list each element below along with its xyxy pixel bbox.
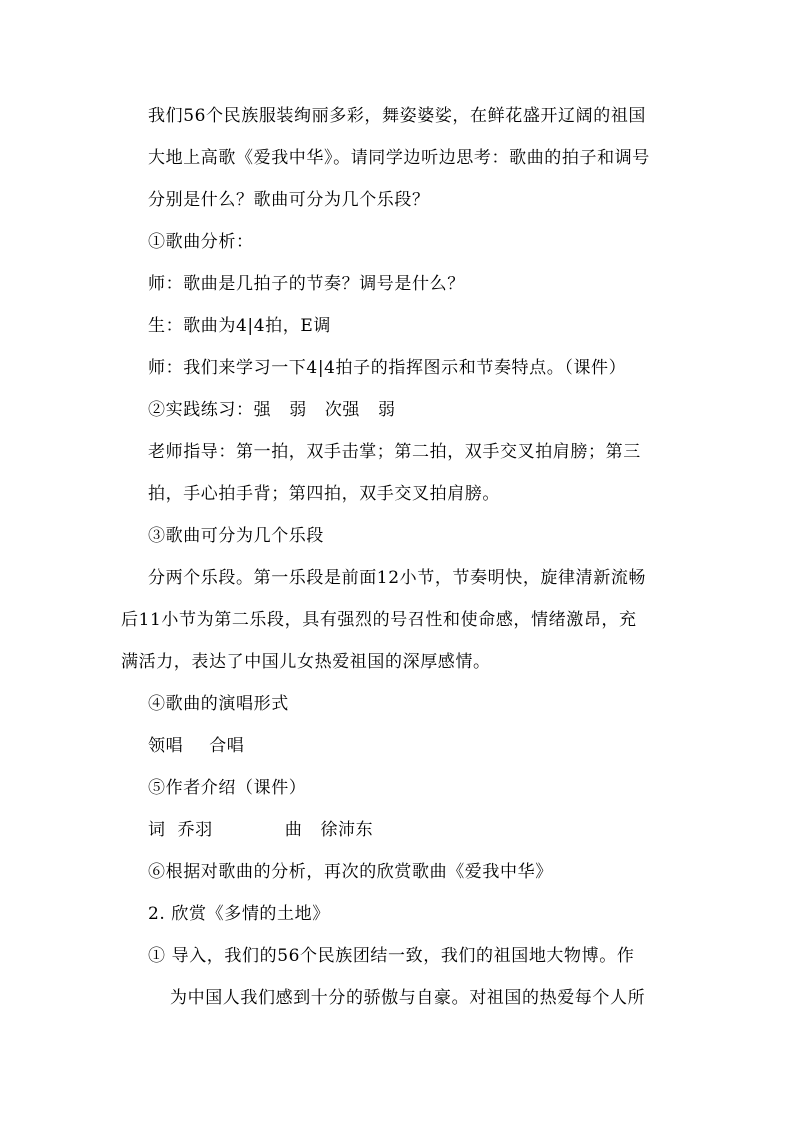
- music-label: 曲: [284, 820, 303, 840]
- composer-name: 徐沛东: [320, 820, 374, 840]
- teacher-question-1: 师：歌曲是几拍子的节奏？调号是什么？: [148, 274, 465, 294]
- guidance-line-1: 老师指导：第一拍，双手击掌；第二拍，双手交叉拍肩膀；第三: [148, 442, 641, 462]
- intro2-line-2: 为中国人我们感到十分的骄傲与自豪。对祖国的热爱每个人所: [170, 988, 646, 1008]
- authors-line: [148, 819, 373, 841]
- item4-title: ④歌曲的演唱形式: [148, 694, 289, 714]
- sections-line-3: 满活力，表达了中国儿女热爱祖国的深厚感情。: [121, 652, 491, 672]
- beat-strong: 强: [253, 400, 272, 420]
- item6: ⑥根据对歌曲的分析，再次的欣赏歌曲《爱我中华》: [148, 862, 553, 882]
- item2-practice: [148, 399, 396, 421]
- item2-prefix: ②实践练习：: [148, 400, 254, 420]
- item3-title: ③歌曲可分为几个乐段: [148, 526, 324, 546]
- beat-medium-strong: 次强: [324, 400, 361, 420]
- sections-line-2: 后11小节为第二乐段，具有强烈的号召性和使命感，情绪激昂，充: [121, 610, 637, 630]
- teacher-statement-2: 师：我们来学习一下4|4拍子的指挥图示和节奏特点。（课件）: [148, 358, 627, 378]
- intro-line-1: 我们56个民族服装绚丽多彩，舞姿婆娑，在鲜花盛开辽阔的祖国: [148, 106, 647, 126]
- lyrics-label: 词: [148, 820, 166, 840]
- student-answer-1: 生：歌曲为4|4拍，E调: [148, 316, 331, 336]
- beat-weak: 弱: [289, 400, 307, 420]
- item1-title: ①歌曲分析：: [148, 232, 254, 252]
- form-solo: 领唱: [148, 736, 184, 756]
- item5-title: ⑤作者介绍（课件）: [148, 778, 307, 798]
- lyricist-name: 乔羽: [177, 820, 213, 840]
- section2-title: 2. 欣赏《多情的土地》: [148, 904, 330, 924]
- form-chorus: 合唱: [209, 736, 245, 756]
- guidance-line-2: 拍，手心拍手背；第四拍，双手交叉拍肩膀。: [148, 484, 500, 504]
- intro2-line-1: ① 导入，我们的56个民族团结一致，我们的祖国地大物博。作: [148, 946, 635, 966]
- sections-line-1: 分两个乐段。第一乐段是前面12小节，节奏明快，旋律清新流畅: [148, 568, 647, 588]
- singing-forms: [148, 735, 244, 757]
- intro-line-3: 分别是什么？歌曲可分为几个乐段？: [148, 190, 430, 210]
- beat-weak-2: 弱: [378, 400, 396, 420]
- intro-line-2: 大地上高歌《爱我中华》。请同学边听边思考：歌曲的拍子和调号: [148, 148, 650, 168]
